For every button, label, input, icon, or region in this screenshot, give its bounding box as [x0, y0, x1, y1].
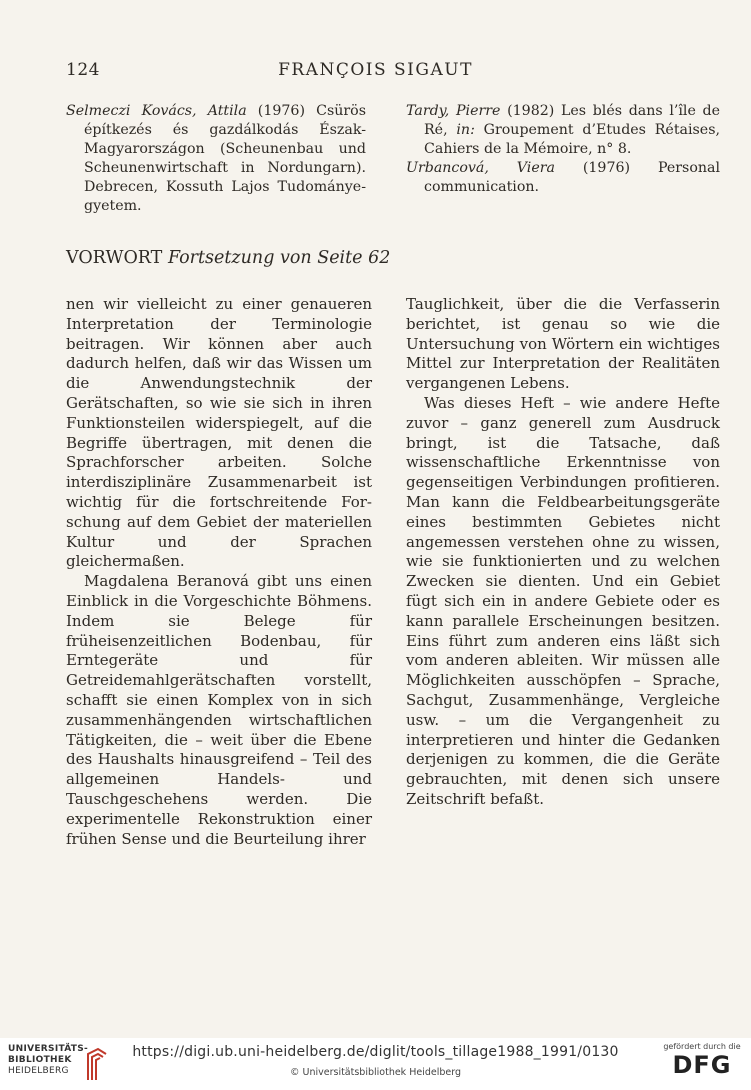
funding-caption: gefördert durch die	[663, 1042, 741, 1051]
reference-entry	[406, 102, 720, 159]
reference-author: Urbancová, Viera	[406, 160, 555, 176]
section-continuation-note: Fortsetzung von Seite 62	[167, 248, 391, 268]
library-name-line-2: BIBLIOTHEK	[8, 1055, 72, 1065]
reference-in-marker: in:	[456, 122, 475, 138]
reference-text-continued: Groupement d’Etudes Rétaises, Cahiers de la Mémoire, n° 8.	[424, 122, 720, 157]
reference-entry	[406, 159, 720, 197]
library-name-line-1: UNIVERSITÄTS-	[8, 1044, 89, 1054]
copyright-notice: © Universitätsbibliothek Heidelberg	[289, 1067, 461, 1078]
body-paragraph: Tauglichkeit, über die die Verfasserin berichtet, ist genau so wie die Untersuchung von Wörtern ein wichtiges Mittel zur Interpretation der Realitäten vergangenen Lebens.	[406, 295, 720, 393]
reference-entry	[66, 102, 366, 216]
body-left-column	[66, 295, 372, 849]
reference-author: Selmeczi Kovács, Attila	[66, 103, 247, 119]
reference-author: Tardy, Pierre	[406, 103, 501, 119]
reference-text: (1982) Les blés dans l’île de Ré,	[424, 103, 720, 138]
digitization-footer	[0, 1038, 751, 1090]
reference-text: (1976) Csürös építkezés és gazdálkodás Észak-Magyarországon (Scheunenbau und Scheunenwirtschaft in Nordungarn). Debrecen, Kossuth Lajos Tudományegyetem.	[84, 103, 366, 214]
library-name-line-3: HEIDELBERG	[8, 1066, 69, 1076]
body-paragraph: Was dieses Heft – wie andere Hefte zuvor – ganz generell zum Ausdruck bringt, ist die Tatsache, daß wissenschaftliche Erkenntnisse von gegenseitigen Verbindungen profitieren. Man kann die Feldbearbeitungsgeräte eines bestimmten Gebietes nicht angemessen verstehen ohne zu wissen, wie sie funktionierten und zu welchen Zwecken sie dienten. Und ein Gebiet fügt sich ein in andere Gebiete oder es kann parallele Erscheinungen besitzen. Eins führt zum anderen eins läßt sich vom anderen ableiten. Wir müssen alle Möglichkeiten ausschöpfen – Sprache, Sachgut, Zusammenhänge, Vergleiche usw. – um die Vergangenheit zu interpretieren und hinter die Gedanken derjenigen zu kommen, die die Geräte gebrauchten, mit denen sich unsere Zeitschrift befaßt.	[406, 393, 720, 808]
references-right-column	[406, 102, 720, 197]
permalink-url[interactable]: https://digi.ub.uni-heidelberg.de/diglit/tools_tillage1988_1991/0130	[132, 1044, 619, 1060]
body-paragraph: Magdalena Beranová gibt uns einen Einblick in die Vorgeschichte Böhmens. Indem sie Belege für früheisenzeitlichen Bodenbau, für Erntegeräte und für Getreidemahlgerätschaften vorstellt, schafft sie einen Komplex von in sich zusammenhängenden wirtschaftlichen Tätigkeiten, die – weit über die Ebene des Haushalts hinausgreifend – Teil des allgemeinen Handels- und Tauschgeschehens werden. Die experimentelle Rekonstruktion einer frühen Sense und die Beurteilung ihrer	[66, 572, 372, 848]
reference-text: (1976) Personal communication.	[424, 160, 720, 195]
section-title-main: VORWORT	[66, 248, 163, 268]
references-left-column	[66, 102, 366, 216]
page-number: 124	[66, 60, 100, 80]
body-paragraph: nen wir vielleicht zu einer genaueren Interpretation der Terminologie beitragen. Wir können aber auch dadurch helfen, daß wir das Wissen um die Anwendungstechnik der Gerätschaften, so wie sie sich in ihren Funktionsteilen widerspiegelt, auf die Begriffe übertragen, mit denen die Sprachforscher arbeiten. Solche interdisziplinäre Zusammenarbeit ist wichtig für die fortschreitende Forschung auf dem Gebiet der materiellen Kultur und der Sprachen gleichermaßen.	[66, 295, 372, 571]
dfg-logo-text: DFG	[672, 1051, 732, 1079]
section-title	[66, 248, 390, 268]
running-head: FRANÇOIS SIGAUT	[278, 60, 473, 80]
dfg-funding-logo[interactable]	[661, 1042, 743, 1086]
body-right-column	[406, 295, 720, 810]
